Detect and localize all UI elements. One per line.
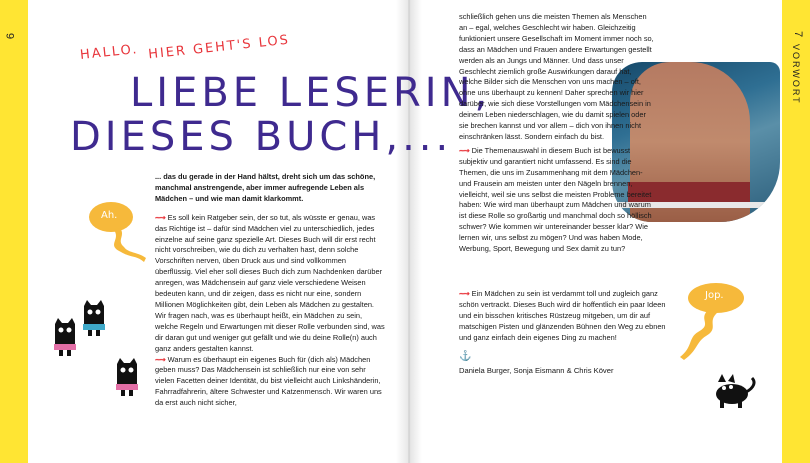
title-line-2: DIESES BUCH,... [70,114,453,160]
squiggle-arrow-icon: ⟿ [459,145,470,155]
paragraph [459,289,669,344]
paragraph [155,213,385,355]
paragraph-text: schließlich gehen uns die meisten Themen als Menschen an – egal, welches Geschlecht wir haben. Gleichzeitig funktioniert unsere Gesellschaft im Moment immer noch so, dass an Mädchen und Frauen andere Erwartungen gestellt werden als an Jungs und Männer. Und dass unser Geschlecht ziemlich große Auswirkungen darauf hat, welche Bilder sich die Menschen von uns machen – oft, ohne uns überhaupt zu kennen! Daher sprechen wir hier darüber, wie sich diese Vorstellungen vom Mädchensein in deinem Leben niederschlagen, wie du damit spielen oder sie brechen kannst und vor allem – dich von ihnen nicht einschränken lässt. Sondern einfach du bist. [459,12,654,141]
paragraph-text: Warum es überhaupt ein eigenes Buch für (dich als) Mädchen geben muss? Das Mädchensein ist schließlich nur eine von sehr vielen Facetten deiner Identität, du bist vielleicht auch Linkshänderin, Fahrradfahrerin, ältere Schwester und Katzenmensch. Wir waren uns da erst auch nicht sicher, [155,354,382,408]
title-line-1: LIEBE LESERIN, [130,70,492,116]
kicker-hallo: HALLO. [79,41,140,64]
squiggle-arrow-icon: ⟿ [155,354,166,364]
left-page-number: 6 [5,32,18,40]
left-text-column [155,172,385,409]
bubble-ah-text: Ah. [101,210,118,221]
lead-paragraph: ... das du gerade in der Hand hältst, dreht sich um das schöne, manchmal anstrengende, aber immer aufregende Leben als Mädchen – und wie man damit klarkommt. [155,172,376,203]
anchor-row [459,352,669,363]
anchor-icon: ⚓ [459,350,472,362]
monster-icon [80,300,108,340]
signature: Daniela Burger, Sonja Eismann & Chris Köver [459,366,614,376]
speech-bubble-icon [86,200,156,270]
monster-icon [50,318,80,358]
squiggle-arrow-icon: ⟿ [155,212,166,222]
cat-icon [708,372,758,410]
right-text-column [459,12,655,255]
monster-icon [112,358,142,400]
paragraph-text: Es soll kein Ratgeber sein, der so tut, als wüsste er genau, was das Richtige ist – dafür sind Mädchen viel zu unterschiedlich, jedes einzelne auf seine ganz spezielle Art. Dieses Buch will dir erst recht nicht vorschreiben, wie du dich zu verhalten hast, denn solche Vorschriften nerven, üben Druck aus und sind vollkommen überflüssig. Viel eher soll dieses Buch dich zum Nachdenken darüber anregen, was Mädchensein auf ganz viele verschiedene Weisen bedeuten kann, und dir zeigen, dass es nicht nur eine, sondern Millionen Möglichkeiten gibt, dein Leben als Mädchen zu gestalten. Wir fragen nach, was es überhaupt heißt, ein Mädchen zu sein, welche Regeln und Erwartungen mit dieser Rolle verbunden sind, was dir daran gut und weniger gut gefällt und wie du deine Rolle(n) auch ganz anders gestalten kannst. [155,212,385,353]
paragraph [155,355,385,410]
bubble-jop-text: Jop. [705,290,724,301]
paragraph-text: Ein Mädchen zu sein ist verdammt toll und zugleich ganz schön vertrackt. Dieses Buch wird dir hoffentlich ein paar Ideen und ein bisschen kritisches Rüstzeug mitgeben, um dir auf matschigen Pisten und glänzenden Bühnen den Weg zu ebnen und ganz einfach dein eigenes Ding zu machen! [459,289,666,342]
paragraph-text: Die Themenauswahl in diesem Buch ist bewusst subjektiv und garantiert nicht umfassend. Es sind die Themen, die uns im Zusammenhang mit dem Mädchen- und Frausein am meisten unter den Nägeln brennen, vielleicht, weil sie uns selbst die meisten Probleme bereitet haben: Wie wird man überhaupt zum Mädchen und warum ist diese Rolle so großartig und manchmal doch so höllisch schwer? Wie kommen wir untereinander besser klar? Wie lernen wir, uns selbst zu mögen? Und was haben Mode, Werbung, Sport, Bewegung und Sex damit zu tun? [459,145,652,254]
right-text-lower [459,289,669,377]
right-page-number: 7 [792,30,805,38]
paragraph [459,146,655,255]
squiggle-arrow-icon: ⟿ [459,289,470,298]
section-label: VORWORT [791,44,801,105]
left-yellow-band [0,0,28,463]
kicker-hier-gehts-los: HIER GEHT'S LOS [147,32,291,63]
